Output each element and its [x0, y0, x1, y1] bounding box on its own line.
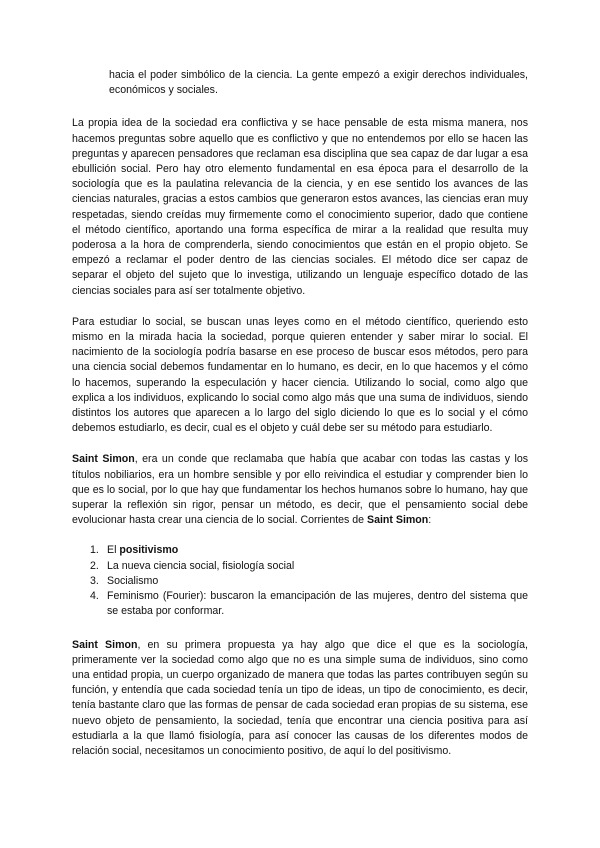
list-item-text: Socialismo [107, 574, 159, 587]
saint-simon-intro-end: : [428, 514, 432, 527]
saint-simon-proposal-text: , en su primera propuesta ya hay algo que dice el que es la sociología, primeramente ver la sociedad como algo que no es una simple suma de individuos, sino como una entidad propia, un cuerpo organizado de manera que todas las partes contribuyen según su función, y entendía que cada sociedad tenía un tipo de ideas, un tipo de conocimiento, es decir, tenía bastante claro que las formas de pensar de cada sociedad eran propias de su sistema, ese nuevo objeto de pensamiento, la sociedad, tenía que encontrar una ciencia positiva para así estudiarla a la que llamó fisiología, para así conocer las causas de los diferentes modos de relación social, necesitamos un conocimiento positivo, de aquí lo del positivismo. [72, 638, 528, 757]
list-item-bold: positivismo [119, 544, 179, 557]
saint-simon-bold: Saint Simon [72, 453, 135, 466]
saint-simon-intro-text: , era un conde que reclamaba que había que acabar con todas las castas y los títulos nobiliarios, era un hombre sensible y por ello reivindica el estudiar y comprender bien lo que es lo social, por lo que hay que fundamentar los hechos humanos sobre lo humano, hay que superar la reflexión sin rigor, pensar un método, es decir, que el pensamiento social debe evolucionar hasta crear una ciencia de lo social. Corrientes de [72, 453, 529, 527]
paragraph-study-social: Para estudiar lo social, se buscan unas leyes como en el método científico, queriendo esto mismo en la mirada hacia la sociedad, porque quieren entender y saber mirar lo social. El nacimiento de la sociología podría basarse en ese proceso de buscar esos métodos, pero para una ciencia social debemos fundamentar en lo humano, es decir, en lo que hacemos y el cómo lo hacemos, superando la especulación y hacer ciencia. Utilizando lo social, como algo que explica a los individuos, explicando lo social como algo más que una suma de individuos, siendo distintos los autores que aparecen a lo largo del siglo diciendo lo que es lo social y el cómo debemos estudiarlo, es decir, cual es el objeto y cuál debe ser su método para estudiarlo. [72, 315, 528, 435]
list-number: 1. [90, 544, 99, 557]
paragraph-saint-simon-intro [72, 452, 528, 528]
list-item [72, 559, 528, 574]
paragraph-saint-simon-proposal [72, 638, 528, 760]
currents-list [72, 543, 528, 619]
document-body [72, 68, 528, 759]
list-item-text: La nueva ciencia social, fisiología social [107, 559, 295, 572]
list-number: 3. [90, 574, 99, 587]
paragraph-society-conflict: La propia idea de la sociedad era conflictiva y se hace pensable de esta misma manera, nos hacemos preguntas sobre aquello que es conflictivo y que no entendemos por ello se hacen las preguntas y aparecen pensadores que reclaman esa disciplina que sea capaz de dar lugar a esa ebullición social. Pero hay otro elemento fundamental en esa época para el desarrollo de la sociología que es la paulatina relevancia de la ciencia, y en ese sentido los avances de las ciencias naturales, gracias a estos cambios que generaron estos avances, las ciencias eran muy respetadas, siendo creídas muy firmemente como el conocimiento superior, dado que contiene el método científico, aportando una forma específica de mirar a la realidad que resulta muy poderosa a la hora de comprenderla, siendo conocimientos que están en el propio objeto. Se empezó a reclamar el poder dentro de las ciencias sociales. El método dice ser capaz de separar el objeto del sujeto que lo investiga, utilizando un lenguaje específico dotado de las ciencias sociales para así ser totalmente objetivo. [72, 117, 528, 297]
list-item-text: Feminismo (Fourier): buscaron la emancipación de las mujeres, dentro del sistema que se estaba por conformar. [107, 590, 528, 618]
list-number: 2. [90, 559, 99, 572]
list-item-prefix: El [107, 544, 120, 557]
list-item [72, 589, 528, 619]
list-item [72, 574, 528, 589]
list-number: 4. [90, 590, 99, 603]
saint-simon-bold-3: Saint Simon [72, 638, 138, 651]
list-item [72, 543, 528, 558]
saint-simon-bold-2: Saint Simon [367, 514, 429, 527]
paragraph-continuation: hacia el poder simbólico de la ciencia. La gente empezó a exigir derechos individuales, económicos y sociales. [109, 69, 528, 97]
